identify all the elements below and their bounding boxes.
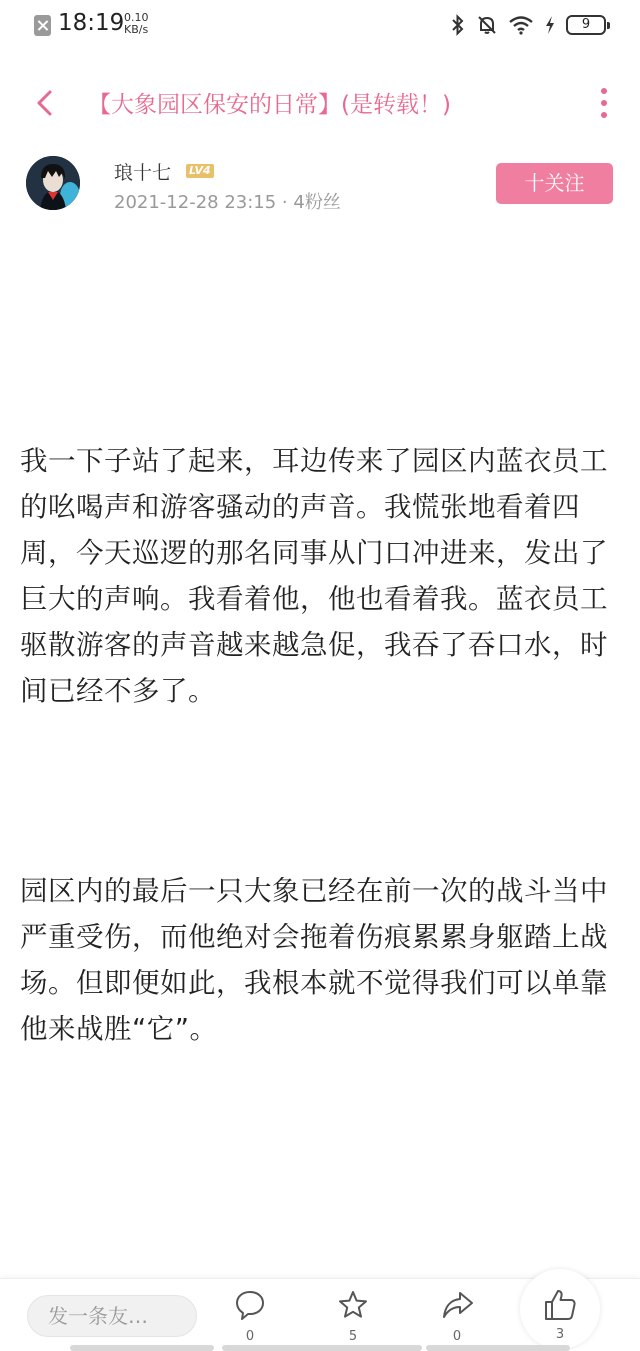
favorite-button[interactable] — [323, 1285, 383, 1345]
more-options-button[interactable] — [598, 86, 610, 120]
share-count: 0 — [452, 1329, 462, 1344]
post-meta: 2021-12-28 23:15 · 4粉丝 — [114, 192, 341, 213]
mute-icon — [476, 14, 498, 36]
status-icons — [450, 12, 606, 38]
status-time: 18:19 — [58, 10, 125, 36]
author-name[interactable]: 琅十七 — [114, 162, 172, 184]
comment-input[interactable]: 发一条友… — [27, 1295, 197, 1337]
like-count: 3 — [555, 1327, 565, 1342]
back-button[interactable] — [28, 82, 62, 122]
comment-count: 0 — [245, 1329, 255, 1344]
gesture-handle — [426, 1345, 570, 1351]
gesture-handle — [70, 1345, 214, 1351]
article-paragraph: 我一下子站了起来，耳边传来了园区内蓝衣员工的吆喝声和游客骚动的声音。我慌张地看着四周，今天巡逻的那名同事从门口冲进来，发出了巨大的声响。我看着他，他也看着我。蓝衣员工驱散游客的声音越来越急促，我吞了吞口水，时间已经不多了。 — [20, 445, 608, 707]
network-speed: 0.10 KB/s — [124, 11, 149, 36]
follow-button[interactable]: 十关注 — [496, 163, 613, 204]
like-button[interactable] — [520, 1269, 600, 1349]
share-icon — [441, 1289, 475, 1321]
avatar[interactable] — [26, 156, 80, 210]
article-paragraph: 园区内的最后一只大象已经在前一次的战斗当中严重受伤，而他绝对会拖着伤痕累累身躯踏上战场。但即便如此，我根本就不觉得我们可以单靠他来战胜“它”。 — [20, 875, 608, 1045]
top-nav — [0, 76, 640, 128]
sim-off-icon — [34, 15, 51, 36]
bottom-action-bar — [0, 1278, 640, 1351]
gesture-handle — [222, 1345, 422, 1351]
author-info — [0, 154, 640, 218]
comment-button[interactable] — [220, 1285, 280, 1345]
star-icon — [337, 1289, 369, 1321]
level-badge: LV4 — [186, 164, 214, 178]
thumbs-up-icon — [542, 1287, 578, 1323]
page-title: 【大象园区保安的日常】(是转载！) — [88, 92, 451, 118]
charging-icon — [544, 15, 556, 35]
battery-icon: 9 — [566, 15, 606, 35]
chevron-left-icon — [28, 82, 62, 122]
share-button[interactable] — [427, 1285, 487, 1345]
comment-icon — [234, 1289, 266, 1321]
more-vertical-icon — [601, 88, 607, 94]
favorite-count: 5 — [348, 1329, 358, 1344]
wifi-icon — [508, 15, 534, 35]
bluetooth-icon — [450, 14, 466, 36]
status-bar — [0, 0, 640, 52]
